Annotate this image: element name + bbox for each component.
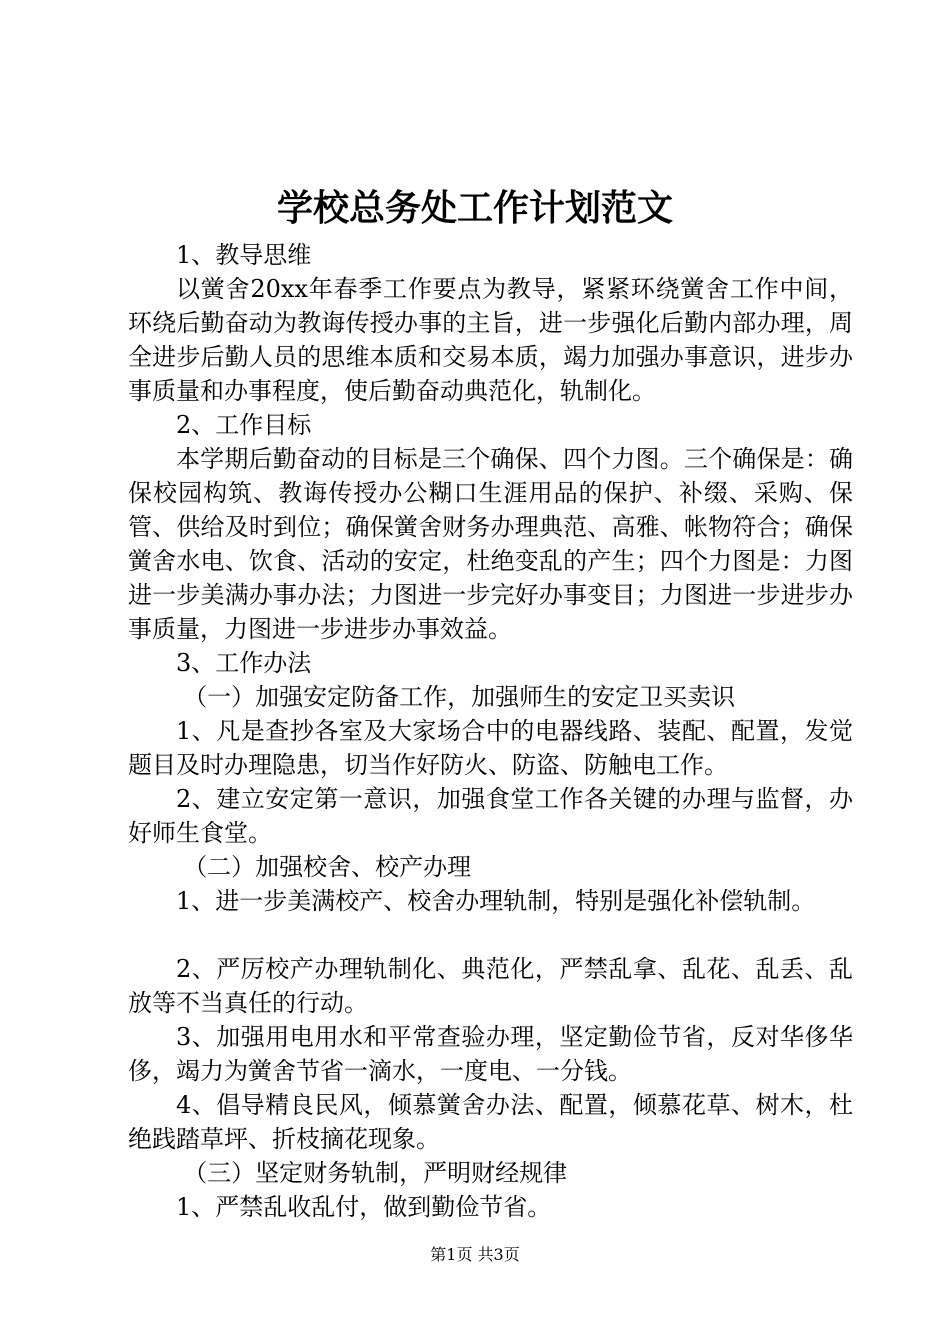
section-heading-work-measures: 3、工作办法 xyxy=(176,649,312,677)
subsection-heading-safety: （一）加强安定防备工作，加强师生的安定卫买卖识 xyxy=(183,683,736,711)
section-heading-guiding-thought: 1、教导思维 xyxy=(176,241,312,269)
page-number-footer: 第1页 共3页 xyxy=(430,1245,520,1264)
list-item: 3、加强用电用水和平常查验办理，坚定勤俭节省，反对华侈华侈，竭力为黉舍节省一滴水，一度电、一分钱。 xyxy=(128,1023,853,1085)
list-item: 2、严厉校产办理轨制化、典范化，严禁乱拿、乱花、乱丢、乱放等不当真任的行动。 xyxy=(128,955,853,1017)
document-title: 学校总务处工作计划范文 xyxy=(276,187,673,229)
subsection-heading-property: （二）加强校舍、校产办理 xyxy=(183,853,472,881)
list-item: 1、凡是查抄各室及大家场合中的电器线路、装配、配置，发觉题目及时办理隐患，切当作好防火、防盗、防触电工作。 xyxy=(128,717,853,779)
document-body xyxy=(128,238,853,1224)
list-item: 1、进一步美满校产、校舍办理轨制，特别是强化补偿轨制。 xyxy=(176,887,816,915)
list-item: 2、建立安定第一意识，加强食堂工作各关键的办理与监督，办好师生食堂。 xyxy=(128,785,853,847)
list-item: 4、倡导精良民风，倾慕黉舍办法、配置，倾慕花草、树木，杜绝践踏草坪、折枝摘花现象。 xyxy=(128,1091,853,1153)
paragraph-work-goals: 本学期后勤奋动的目标是三个确保、四个力图。三个确保是：确保校园构筑、教诲传授办公糊口生涯用品的保护、补缀、采购、保管、供给及时到位；确保黉舍财务办理典范、高雅、帐物符合；确保黉舍水电、饮食、活动的安定，杜绝变乱的产生；四个力图是：力图进一步美满办事办法；力图进一步完好办事变目；力图进一步进步办事质量，力图进一步进步办事效益。 xyxy=(128,445,853,643)
list-item: 1、严禁乱收乱付，做到勤俭节省。 xyxy=(176,1193,552,1221)
section-heading-work-goals: 2、工作目标 xyxy=(176,411,312,439)
paragraph-guiding-thought: 以黉舍20xx年春季工作要点为教导，紧紧环绕黉舍工作中间，环绕后勤奋动为教诲传授办事的主旨，进一步强化后勤内部办理，周全进步后勤人员的思维本质和交易本质，竭力加强办事意识，进步办事质量和办事程度，使后勤奋动典范化，轨制化。 xyxy=(128,275,853,405)
subsection-heading-finance: （三）坚定财务轨制，严明财经规律 xyxy=(183,1159,568,1187)
blank-line xyxy=(128,918,853,952)
